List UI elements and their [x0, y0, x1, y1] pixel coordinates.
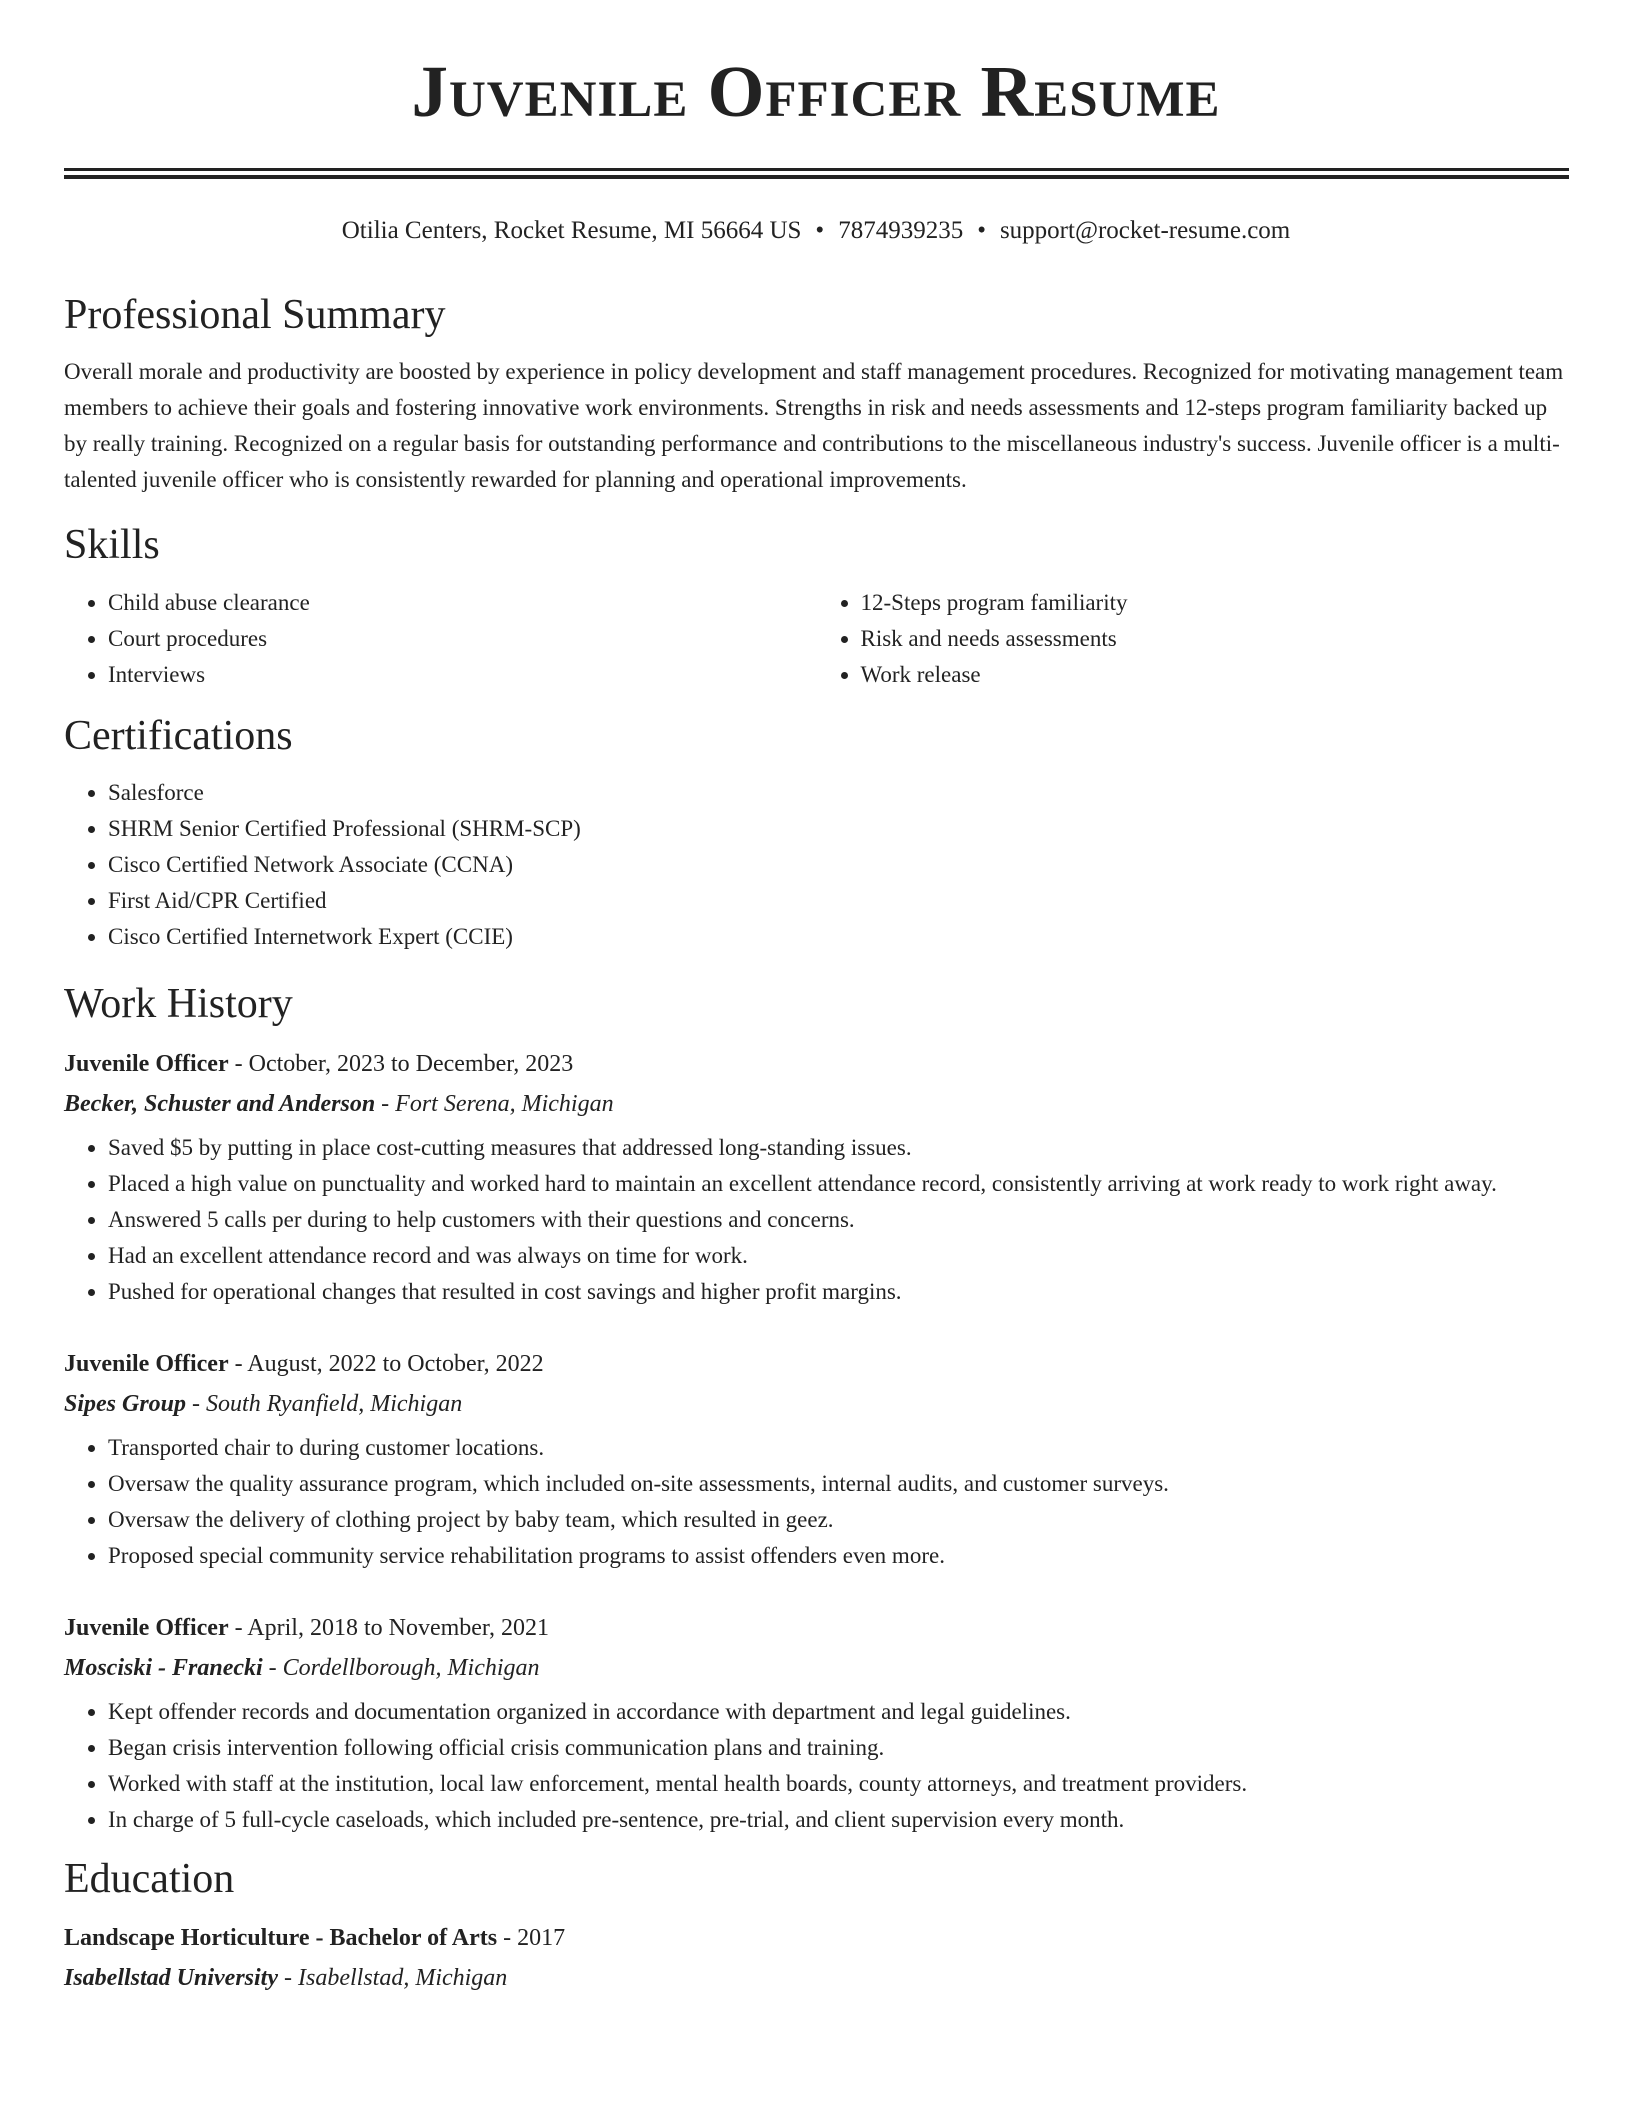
job-dates: - October, 2023 to December, 2023: [228, 1050, 574, 1077]
job-location: - Cordellborough, Michigan: [262, 1654, 540, 1681]
job-bullet: • Oversaw the delivery of clothing project by baby team, which resulted in geez.: [108, 1502, 1569, 1538]
job-bullets: [64, 1694, 1569, 1838]
education-section: [64, 1854, 1569, 1998]
contact-email: support@rocket-resume.com: [999, 217, 1291, 244]
certifications-heading: Certifications: [64, 712, 293, 759]
job-employer-line: [64, 1084, 1569, 1124]
skill-item: • 12-Steps program familiarity: [861, 585, 1570, 621]
work-history-section: [64, 979, 1569, 1837]
summary-text: Overall morale and productivity are boosted by experience in policy development and staff management procedures. Recognized for motivating management team members to achieve their goals and fostering innovative work environments. Strengths in risk and needs assessments and 12-steps program familiarity backed up by really training. Recognized on a regular basis for outstanding performance and contributions to the miscellaneous industry's success. Juvenile officer is a multi-talented juvenile officer who is consistently rewarded for planning and operational improvements.: [64, 359, 1564, 493]
job-role: Juvenile Officer: [64, 1614, 229, 1641]
contact-phone: 7874939235: [838, 217, 964, 244]
job-employer-line: [64, 1648, 1569, 1688]
resume-content: [64, 290, 1569, 1998]
job-title-line: [64, 1608, 1569, 1648]
job-bullet: • Placed a high value on punctuality and worked hard to maintain an excellent attendance record, consistently arriving at work ready to work right away.: [108, 1166, 1569, 1202]
job-entry: [64, 1344, 1569, 1574]
contact-address: Otilia Centers, Rocket Resume, MI 56664 US: [341, 217, 802, 244]
skills-list-left: [64, 585, 817, 693]
job-employer-line: [64, 1384, 1569, 1424]
job-company: Becker, Schuster and Anderson: [64, 1090, 376, 1117]
contact-separator: •: [977, 217, 986, 244]
job-bullet: • Worked with staff at the institution, local law enforcement, mental health boards, county attorneys, and treatment providers.: [108, 1766, 1569, 1802]
certification-item: • SHRM Senior Certified Professional (SHRM-SCP): [108, 811, 1569, 847]
job-bullet: • Answered 5 calls per during to help customers with their questions and concerns.: [108, 1202, 1569, 1238]
skills-heading: Skills: [64, 522, 160, 569]
job-role: Juvenile Officer: [64, 1050, 229, 1077]
job-bullet: • Began crisis intervention following official crisis communication plans and training.: [108, 1730, 1569, 1766]
education-heading: Education: [64, 1855, 235, 1902]
summary-section: [64, 290, 1569, 498]
certification-item: • Cisco Certified Internetwork Expert (CCIE): [108, 919, 1569, 955]
job-location: - Fort Serena, Michigan: [375, 1090, 614, 1117]
title-rule-bottom: [64, 175, 1569, 179]
job-bullet: • Kept offender records and documentation organized in accordance with department and legal guidelines.: [108, 1694, 1569, 1730]
job-entry: [64, 1608, 1569, 1838]
job-location: - South Ryanfield, Michigan: [186, 1390, 463, 1417]
skills-section: [64, 520, 1569, 692]
resume-title: Juvenile Officer Resume: [411, 51, 1221, 132]
certifications-section: [64, 711, 1569, 955]
skills-list-right: [817, 585, 1570, 693]
job-dates: - April, 2018 to November, 2021: [228, 1614, 549, 1641]
job-bullet: • Proposed special community service rehabilitation programs to assist offenders even more.: [108, 1538, 1569, 1574]
job-bullet: • Had an excellent attendance record and was always on time for work.: [108, 1238, 1569, 1274]
title-rule-top: [64, 168, 1569, 171]
job-bullet: • Pushed for operational changes that resulted in cost savings and higher profit margins.: [108, 1274, 1569, 1310]
skills-grid: [64, 585, 1569, 693]
summary-heading: Professional Summary: [64, 292, 446, 338]
job-bullets: [64, 1430, 1569, 1574]
job-bullet: • Saved $5 by putting in place cost-cutting measures that addressed long-standing issues.: [108, 1130, 1569, 1166]
education-degree-line: [64, 1918, 1569, 1958]
job-bullet: • Oversaw the quality assurance program, which included on-site assessments, internal audits, and customer surveys.: [108, 1466, 1569, 1502]
contact-line: [0, 214, 1632, 248]
job-entry: [64, 1044, 1569, 1310]
skill-item: • Interviews: [108, 657, 817, 693]
work-history-heading: Work History: [64, 981, 293, 1028]
education-location: - Isabellstad, Michigan: [278, 1964, 508, 1991]
contact-separator: •: [815, 217, 825, 244]
skill-item: • Child abuse clearance: [108, 585, 817, 621]
job-bullets: [64, 1130, 1569, 1310]
skill-item: • Work release: [861, 657, 1570, 693]
education-degree: Landscape Horticulture - Bachelor of Arts: [64, 1924, 498, 1951]
skill-item: • Court procedures: [108, 621, 817, 657]
education-school: Isabellstad University: [64, 1964, 278, 1991]
job-dates: - August, 2022 to October, 2022: [228, 1350, 544, 1377]
job-bullet: • Transported chair to during customer locations.: [108, 1430, 1569, 1466]
job-bullet: • In charge of 5 full-cycle caseloads, which included pre-sentence, pre-trial, and client supervision every month.: [108, 1802, 1569, 1838]
education-school-line: [64, 1958, 1569, 1998]
job-title-line: [64, 1344, 1569, 1384]
job-role: Juvenile Officer: [64, 1350, 229, 1377]
job-title-line: [64, 1044, 1569, 1084]
certifications-list: [64, 775, 1569, 955]
skill-item: • Risk and needs assessments: [861, 621, 1570, 657]
certification-item: • First Aid/CPR Certified: [108, 883, 1569, 919]
job-company: Mosciski - Franecki: [64, 1654, 263, 1681]
job-company: Sipes Group: [64, 1390, 187, 1417]
education-year: - 2017: [497, 1924, 566, 1951]
certification-item: • Cisco Certified Network Associate (CCNA): [108, 847, 1569, 883]
certification-item: • Salesforce: [108, 775, 1569, 811]
